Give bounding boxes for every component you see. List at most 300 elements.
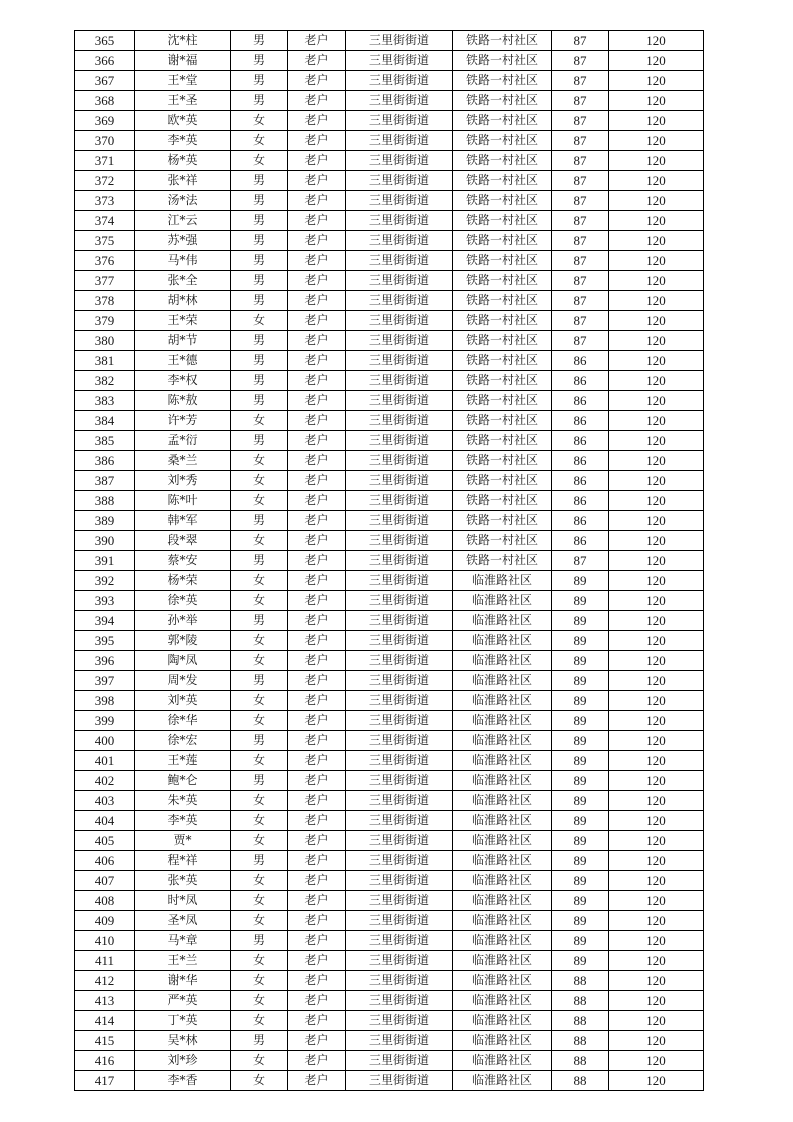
amount-cell: 120 — [609, 831, 704, 851]
table-row — [75, 691, 704, 711]
amount-cell: 120 — [609, 411, 704, 431]
amount-cell: 120 — [609, 571, 704, 591]
age-cell: 88 — [552, 1051, 609, 1071]
row-number-cell: 365 — [75, 31, 135, 51]
table-row — [75, 751, 704, 771]
table-row — [75, 731, 704, 751]
table-row — [75, 471, 704, 491]
household-type-cell: 老户 — [288, 751, 346, 771]
table-row — [75, 1051, 704, 1071]
row-number-cell: 393 — [75, 591, 135, 611]
row-number-cell: 384 — [75, 411, 135, 431]
name-cell: 贾* — [135, 831, 231, 851]
roster-table — [74, 30, 704, 1091]
household-type-cell: 老户 — [288, 311, 346, 331]
gender-cell: 男 — [231, 931, 288, 951]
street-cell: 三里街街道 — [346, 311, 453, 331]
street-cell: 三里街街道 — [346, 851, 453, 871]
age-cell: 87 — [552, 51, 609, 71]
amount-cell: 120 — [609, 751, 704, 771]
table-row — [75, 951, 704, 971]
name-cell: 刘*秀 — [135, 471, 231, 491]
age-cell: 89 — [552, 651, 609, 671]
gender-cell: 男 — [231, 851, 288, 871]
community-cell: 铁路一村社区 — [453, 191, 552, 211]
household-type-cell: 老户 — [288, 271, 346, 291]
amount-cell: 120 — [609, 71, 704, 91]
community-cell: 铁路一村社区 — [453, 411, 552, 431]
name-cell: 严*英 — [135, 991, 231, 1011]
table-row — [75, 151, 704, 171]
street-cell: 三里街街道 — [346, 211, 453, 231]
street-cell: 三里街街道 — [346, 891, 453, 911]
row-number-cell: 369 — [75, 111, 135, 131]
community-cell: 铁路一村社区 — [453, 371, 552, 391]
community-cell: 铁路一村社区 — [453, 451, 552, 471]
community-cell: 铁路一村社区 — [453, 311, 552, 331]
gender-cell: 女 — [231, 111, 288, 131]
community-cell: 临淮路社区 — [453, 751, 552, 771]
age-cell: 87 — [552, 231, 609, 251]
amount-cell: 120 — [609, 771, 704, 791]
street-cell: 三里街街道 — [346, 591, 453, 611]
street-cell: 三里街街道 — [346, 271, 453, 291]
name-cell: 李*英 — [135, 131, 231, 151]
household-type-cell: 老户 — [288, 151, 346, 171]
table-row — [75, 911, 704, 931]
street-cell: 三里街街道 — [346, 71, 453, 91]
gender-cell: 男 — [231, 371, 288, 391]
community-cell: 铁路一村社区 — [453, 271, 552, 291]
amount-cell: 120 — [609, 331, 704, 351]
gender-cell: 女 — [231, 951, 288, 971]
amount-cell: 120 — [609, 951, 704, 971]
street-cell: 三里街街道 — [346, 751, 453, 771]
amount-cell: 120 — [609, 611, 704, 631]
row-number-cell: 403 — [75, 791, 135, 811]
street-cell: 三里街街道 — [346, 511, 453, 531]
age-cell: 87 — [552, 71, 609, 91]
name-cell: 王*德 — [135, 351, 231, 371]
row-number-cell: 375 — [75, 231, 135, 251]
name-cell: 汤*法 — [135, 191, 231, 211]
row-number-cell: 396 — [75, 651, 135, 671]
table-row — [75, 131, 704, 151]
row-number-cell: 368 — [75, 91, 135, 111]
name-cell: 王*圣 — [135, 91, 231, 111]
household-type-cell: 老户 — [288, 571, 346, 591]
gender-cell: 男 — [231, 351, 288, 371]
household-type-cell: 老户 — [288, 1031, 346, 1051]
name-cell: 刘*珍 — [135, 1051, 231, 1071]
community-cell: 临淮路社区 — [453, 571, 552, 591]
name-cell: 徐*华 — [135, 711, 231, 731]
row-number-cell: 390 — [75, 531, 135, 551]
amount-cell: 120 — [609, 971, 704, 991]
age-cell: 89 — [552, 751, 609, 771]
row-number-cell: 410 — [75, 931, 135, 951]
community-cell: 铁路一村社区 — [453, 391, 552, 411]
household-type-cell: 老户 — [288, 231, 346, 251]
row-number-cell: 411 — [75, 951, 135, 971]
gender-cell: 男 — [231, 191, 288, 211]
household-type-cell: 老户 — [288, 871, 346, 891]
age-cell: 89 — [552, 571, 609, 591]
community-cell: 铁路一村社区 — [453, 471, 552, 491]
gender-cell: 男 — [231, 251, 288, 271]
amount-cell: 120 — [609, 51, 704, 71]
community-cell: 铁路一村社区 — [453, 331, 552, 351]
table-row — [75, 91, 704, 111]
gender-cell: 女 — [231, 791, 288, 811]
community-cell: 临淮路社区 — [453, 991, 552, 1011]
age-cell: 87 — [552, 111, 609, 131]
community-cell: 临淮路社区 — [453, 1031, 552, 1051]
age-cell: 87 — [552, 291, 609, 311]
amount-cell: 120 — [609, 671, 704, 691]
community-cell: 铁路一村社区 — [453, 151, 552, 171]
row-number-cell: 378 — [75, 291, 135, 311]
household-type-cell: 老户 — [288, 691, 346, 711]
table-row — [75, 891, 704, 911]
community-cell: 临淮路社区 — [453, 951, 552, 971]
name-cell: 蔡*安 — [135, 551, 231, 571]
age-cell: 89 — [552, 891, 609, 911]
community-cell: 铁路一村社区 — [453, 251, 552, 271]
gender-cell: 女 — [231, 1051, 288, 1071]
age-cell: 86 — [552, 411, 609, 431]
name-cell: 许*芳 — [135, 411, 231, 431]
household-type-cell: 老户 — [288, 931, 346, 951]
community-cell: 铁路一村社区 — [453, 431, 552, 451]
age-cell: 87 — [552, 271, 609, 291]
community-cell: 临淮路社区 — [453, 671, 552, 691]
table-row — [75, 511, 704, 531]
age-cell: 89 — [552, 731, 609, 751]
age-cell: 89 — [552, 691, 609, 711]
community-cell: 临淮路社区 — [453, 851, 552, 871]
amount-cell: 120 — [609, 911, 704, 931]
street-cell: 三里街街道 — [346, 391, 453, 411]
household-type-cell: 老户 — [288, 391, 346, 411]
household-type-cell: 老户 — [288, 631, 346, 651]
name-cell: 张*祥 — [135, 171, 231, 191]
community-cell: 铁路一村社区 — [453, 531, 552, 551]
amount-cell: 120 — [609, 191, 704, 211]
name-cell: 马*章 — [135, 931, 231, 951]
street-cell: 三里街街道 — [346, 371, 453, 391]
age-cell: 89 — [552, 851, 609, 871]
household-type-cell: 老户 — [288, 531, 346, 551]
gender-cell: 女 — [231, 631, 288, 651]
row-number-cell: 376 — [75, 251, 135, 271]
household-type-cell: 老户 — [288, 811, 346, 831]
amount-cell: 120 — [609, 811, 704, 831]
name-cell: 孟*衍 — [135, 431, 231, 451]
amount-cell: 120 — [609, 211, 704, 231]
age-cell: 86 — [552, 351, 609, 371]
table-row — [75, 51, 704, 71]
table-row — [75, 651, 704, 671]
household-type-cell: 老户 — [288, 951, 346, 971]
age-cell: 89 — [552, 811, 609, 831]
name-cell: 王*莲 — [135, 751, 231, 771]
community-cell: 临淮路社区 — [453, 611, 552, 631]
gender-cell: 女 — [231, 411, 288, 431]
community-cell: 临淮路社区 — [453, 891, 552, 911]
table-row — [75, 291, 704, 311]
household-type-cell: 老户 — [288, 31, 346, 51]
street-cell: 三里街街道 — [346, 531, 453, 551]
amount-cell: 120 — [609, 111, 704, 131]
street-cell: 三里街街道 — [346, 411, 453, 431]
amount-cell: 120 — [609, 891, 704, 911]
street-cell: 三里街街道 — [346, 951, 453, 971]
row-number-cell: 371 — [75, 151, 135, 171]
street-cell: 三里街街道 — [346, 711, 453, 731]
community-cell: 铁路一村社区 — [453, 71, 552, 91]
row-number-cell: 381 — [75, 351, 135, 371]
community-cell: 临淮路社区 — [453, 811, 552, 831]
row-number-cell: 406 — [75, 851, 135, 871]
name-cell: 刘*英 — [135, 691, 231, 711]
name-cell: 杨*荣 — [135, 571, 231, 591]
street-cell: 三里街街道 — [346, 791, 453, 811]
age-cell: 87 — [552, 91, 609, 111]
community-cell: 临淮路社区 — [453, 651, 552, 671]
gender-cell: 男 — [231, 391, 288, 411]
row-number-cell: 373 — [75, 191, 135, 211]
street-cell: 三里街街道 — [346, 551, 453, 571]
row-number-cell: 394 — [75, 611, 135, 631]
community-cell: 临淮路社区 — [453, 711, 552, 731]
name-cell: 丁*英 — [135, 1011, 231, 1031]
amount-cell: 120 — [609, 871, 704, 891]
table-row — [75, 591, 704, 611]
name-cell: 李*英 — [135, 811, 231, 831]
age-cell: 87 — [552, 331, 609, 351]
gender-cell: 女 — [231, 991, 288, 1011]
name-cell: 沈*柱 — [135, 31, 231, 51]
age-cell: 89 — [552, 911, 609, 931]
row-number-cell: 391 — [75, 551, 135, 571]
street-cell: 三里街街道 — [346, 251, 453, 271]
age-cell: 89 — [552, 711, 609, 731]
gender-cell: 男 — [231, 291, 288, 311]
name-cell: 陈*敖 — [135, 391, 231, 411]
row-number-cell: 405 — [75, 831, 135, 851]
name-cell: 谢*华 — [135, 971, 231, 991]
age-cell: 89 — [552, 951, 609, 971]
amount-cell: 120 — [609, 291, 704, 311]
amount-cell: 120 — [609, 1011, 704, 1031]
amount-cell: 120 — [609, 231, 704, 251]
name-cell: 胡*林 — [135, 291, 231, 311]
gender-cell: 女 — [231, 711, 288, 731]
community-cell: 临淮路社区 — [453, 1011, 552, 1031]
name-cell: 圣*凤 — [135, 911, 231, 931]
community-cell: 铁路一村社区 — [453, 351, 552, 371]
community-cell: 临淮路社区 — [453, 731, 552, 751]
age-cell: 89 — [552, 671, 609, 691]
row-number-cell: 385 — [75, 431, 135, 451]
street-cell: 三里街街道 — [346, 431, 453, 451]
table-row — [75, 431, 704, 451]
household-type-cell: 老户 — [288, 1071, 346, 1091]
gender-cell: 男 — [231, 1031, 288, 1051]
gender-cell: 女 — [231, 811, 288, 831]
street-cell: 三里街街道 — [346, 991, 453, 1011]
name-cell: 马*伟 — [135, 251, 231, 271]
table-row — [75, 631, 704, 651]
amount-cell: 120 — [609, 171, 704, 191]
age-cell: 88 — [552, 991, 609, 1011]
row-number-cell: 416 — [75, 1051, 135, 1071]
household-type-cell: 老户 — [288, 591, 346, 611]
age-cell: 89 — [552, 611, 609, 631]
household-type-cell: 老户 — [288, 111, 346, 131]
name-cell: 王*兰 — [135, 951, 231, 971]
amount-cell: 120 — [609, 31, 704, 51]
table-row — [75, 1031, 704, 1051]
name-cell: 桑*兰 — [135, 451, 231, 471]
gender-cell: 女 — [231, 1071, 288, 1091]
row-number-cell: 399 — [75, 711, 135, 731]
community-cell: 铁路一村社区 — [453, 51, 552, 71]
age-cell: 88 — [552, 1071, 609, 1091]
street-cell: 三里街街道 — [346, 291, 453, 311]
table-row — [75, 451, 704, 471]
row-number-cell: 397 — [75, 671, 135, 691]
table-row — [75, 771, 704, 791]
name-cell: 郭*陵 — [135, 631, 231, 651]
amount-cell: 120 — [609, 551, 704, 571]
row-number-cell: 386 — [75, 451, 135, 471]
age-cell: 86 — [552, 371, 609, 391]
household-type-cell: 老户 — [288, 251, 346, 271]
community-cell: 铁路一村社区 — [453, 131, 552, 151]
household-type-cell: 老户 — [288, 491, 346, 511]
age-cell: 86 — [552, 511, 609, 531]
row-number-cell: 412 — [75, 971, 135, 991]
street-cell: 三里街街道 — [346, 631, 453, 651]
household-type-cell: 老户 — [288, 451, 346, 471]
household-type-cell: 老户 — [288, 51, 346, 71]
amount-cell: 120 — [609, 1051, 704, 1071]
table-row — [75, 1071, 704, 1091]
community-cell: 铁路一村社区 — [453, 231, 552, 251]
community-cell: 铁路一村社区 — [453, 111, 552, 131]
name-cell: 孙*举 — [135, 611, 231, 631]
table-row — [75, 851, 704, 871]
row-number-cell: 382 — [75, 371, 135, 391]
street-cell: 三里街街道 — [346, 351, 453, 371]
community-cell: 临淮路社区 — [453, 1051, 552, 1071]
street-cell: 三里街街道 — [346, 111, 453, 131]
table-row — [75, 971, 704, 991]
table-row — [75, 711, 704, 731]
table-row — [75, 571, 704, 591]
table-row — [75, 411, 704, 431]
name-cell: 李*香 — [135, 1071, 231, 1091]
street-cell: 三里街街道 — [346, 1031, 453, 1051]
gender-cell: 男 — [231, 551, 288, 571]
name-cell: 杨*英 — [135, 151, 231, 171]
amount-cell: 120 — [609, 271, 704, 291]
age-cell: 88 — [552, 1031, 609, 1051]
gender-cell: 男 — [231, 771, 288, 791]
household-type-cell: 老户 — [288, 1051, 346, 1071]
gender-cell: 女 — [231, 591, 288, 611]
amount-cell: 120 — [609, 1031, 704, 1051]
age-cell: 86 — [552, 431, 609, 451]
household-type-cell: 老户 — [288, 731, 346, 751]
amount-cell: 120 — [609, 151, 704, 171]
street-cell: 三里街街道 — [346, 691, 453, 711]
table-row — [75, 811, 704, 831]
row-number-cell: 398 — [75, 691, 135, 711]
community-cell: 临淮路社区 — [453, 791, 552, 811]
table-row — [75, 31, 704, 51]
household-type-cell: 老户 — [288, 171, 346, 191]
age-cell: 87 — [552, 211, 609, 231]
gender-cell: 男 — [231, 331, 288, 351]
age-cell: 86 — [552, 531, 609, 551]
name-cell: 欧*英 — [135, 111, 231, 131]
household-type-cell: 老户 — [288, 191, 346, 211]
name-cell: 陶*凤 — [135, 651, 231, 671]
household-type-cell: 老户 — [288, 411, 346, 431]
street-cell: 三里街街道 — [346, 231, 453, 251]
row-number-cell: 417 — [75, 1071, 135, 1091]
amount-cell: 120 — [609, 531, 704, 551]
amount-cell: 120 — [609, 991, 704, 1011]
community-cell: 临淮路社区 — [453, 971, 552, 991]
name-cell: 鲍*仑 — [135, 771, 231, 791]
community-cell: 临淮路社区 — [453, 631, 552, 651]
gender-cell: 女 — [231, 311, 288, 331]
row-number-cell: 413 — [75, 991, 135, 1011]
gender-cell: 女 — [231, 691, 288, 711]
gender-cell: 男 — [231, 211, 288, 231]
name-cell: 胡*节 — [135, 331, 231, 351]
street-cell: 三里街街道 — [346, 1011, 453, 1031]
household-type-cell: 老户 — [288, 711, 346, 731]
amount-cell: 120 — [609, 791, 704, 811]
street-cell: 三里街街道 — [346, 91, 453, 111]
street-cell: 三里街街道 — [346, 331, 453, 351]
gender-cell: 女 — [231, 971, 288, 991]
amount-cell: 120 — [609, 471, 704, 491]
row-number-cell: 366 — [75, 51, 135, 71]
name-cell: 吴*林 — [135, 1031, 231, 1051]
amount-cell: 120 — [609, 311, 704, 331]
row-number-cell: 383 — [75, 391, 135, 411]
gender-cell: 男 — [231, 71, 288, 91]
community-cell: 铁路一村社区 — [453, 91, 552, 111]
street-cell: 三里街街道 — [346, 571, 453, 591]
street-cell: 三里街街道 — [346, 971, 453, 991]
age-cell: 89 — [552, 931, 609, 951]
gender-cell: 女 — [231, 891, 288, 911]
row-number-cell: 408 — [75, 891, 135, 911]
street-cell: 三里街街道 — [346, 771, 453, 791]
street-cell: 三里街街道 — [346, 671, 453, 691]
household-type-cell: 老户 — [288, 71, 346, 91]
gender-cell: 女 — [231, 151, 288, 171]
roster-body — [75, 31, 704, 1091]
household-type-cell: 老户 — [288, 911, 346, 931]
